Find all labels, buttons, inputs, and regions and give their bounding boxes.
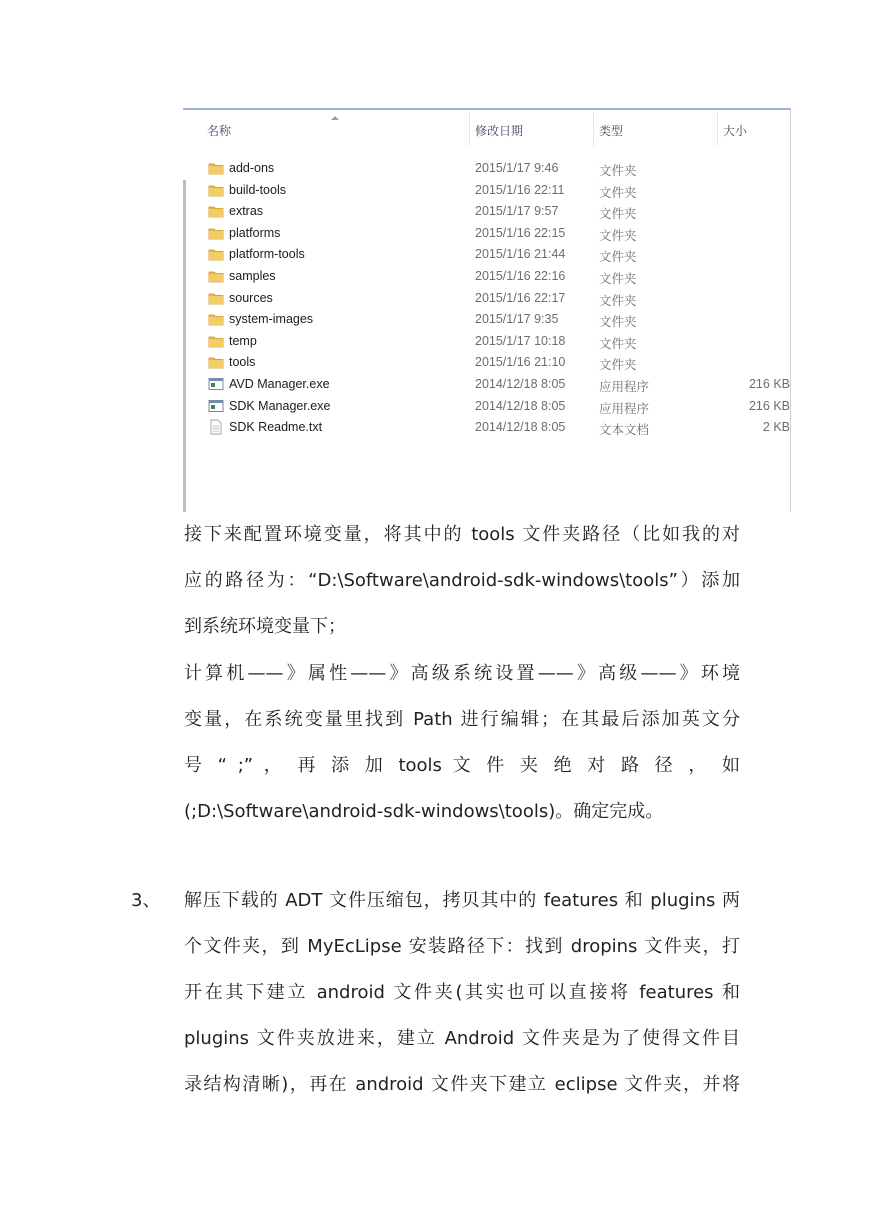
column-header-type[interactable]: 类型 — [599, 124, 624, 138]
file-modified-date: 2015/1/16 22:16 — [475, 269, 566, 283]
file-type: 文件夹 — [599, 164, 637, 178]
paragraph-line: 个文件夹，到 MyEcLipse 安装路径下：找到 dropins 文件夹，打 — [184, 936, 740, 957]
file-name: system-images — [229, 312, 314, 327]
file-row[interactable] — [183, 331, 790, 352]
file-modified-date: 2015/1/16 22:11 — [475, 182, 565, 197]
file-modified-date: 2015/1/17 10:18 — [475, 333, 566, 348]
sort-ascending-icon — [331, 116, 339, 120]
file-type: 应用程序 — [599, 380, 650, 394]
folder-icon — [208, 160, 224, 176]
file-modified-date: 2015/1/16 21:44 — [475, 247, 566, 262]
file-type: 文件夹 — [599, 315, 637, 330]
file-name: temp — [229, 333, 257, 348]
file-name: tools — [229, 355, 256, 370]
paragraph-line: 录结构清晰)，再在 android 文件夹下建立 eclipse 文件夹，并将 — [184, 1074, 740, 1095]
exe-icon — [208, 398, 224, 414]
file-type: 文件夹 — [599, 250, 637, 265]
folder-icon — [208, 311, 224, 327]
folder-icon — [208, 225, 224, 241]
column-divider[interactable] — [469, 112, 470, 146]
column-header-size[interactable]: 大小 — [723, 124, 748, 138]
file-row[interactable] — [183, 223, 790, 244]
file-size: 216 KB — [748, 377, 790, 391]
file-type: 文本文档 — [599, 423, 650, 438]
file-name: SDK Readme.txt — [229, 420, 323, 435]
file-name: add-ons — [229, 161, 275, 175]
file-type: 文件夹 — [599, 185, 637, 200]
file-row[interactable] — [183, 417, 790, 438]
file-modified-date: 2015/1/16 21:10 — [475, 355, 566, 370]
file-modified-date: 2015/1/17 9:57 — [475, 204, 559, 219]
folder-icon — [208, 246, 224, 262]
column-header-name[interactable]: 名称 — [207, 124, 232, 138]
file-row[interactable] — [183, 201, 790, 222]
file-row[interactable] — [183, 309, 790, 330]
file-size: 2 KB — [762, 420, 790, 435]
column-divider[interactable] — [717, 112, 718, 146]
paragraph-line: plugins 文件夹放进来，建立 Android 文件夹是为了使得文件目 — [184, 1028, 740, 1049]
file-type: 文件夹 — [599, 228, 637, 243]
explorer-column-header — [183, 110, 790, 150]
file-name: sources — [229, 290, 273, 305]
file-name: samples — [229, 269, 276, 283]
file-name: platforms — [229, 225, 281, 240]
file-size: 216 KB — [748, 398, 790, 413]
file-row[interactable] — [183, 352, 790, 373]
file-modified-date: 2015/1/16 22:15 — [475, 225, 566, 240]
file-modified-date: 2014/12/18 8:05 — [475, 398, 566, 413]
paragraph-line: 计算机——》属性——》高级系统设置——》高级——》环境 — [184, 663, 740, 684]
file-name: SDK Manager.exe — [229, 398, 331, 413]
file-row[interactable] — [183, 244, 790, 265]
file-modified-date: 2014/12/18 8:05 — [475, 420, 566, 435]
folder-icon — [208, 333, 224, 349]
file-type: 应用程序 — [599, 401, 650, 416]
file-modified-date: 2014/12/18 8:05 — [475, 377, 566, 391]
folder-icon — [208, 354, 224, 370]
column-divider[interactable] — [593, 112, 594, 146]
file-modified-date: 2015/1/17 9:35 — [475, 312, 559, 327]
file-type: 文件夹 — [599, 272, 637, 286]
file-name: build-tools — [229, 182, 286, 197]
file-row[interactable] — [183, 396, 790, 417]
paragraph-line: 到系统环境变量下； — [184, 616, 346, 637]
folder-icon — [208, 268, 224, 284]
paragraph-line: 接下来配置环境变量，将其中的 tools 文件夹路径（比如我的对 — [184, 524, 740, 545]
file-row[interactable] — [183, 288, 790, 309]
file-modified-date: 2015/1/17 9:46 — [475, 161, 559, 175]
file-explorer-screenshot — [183, 108, 791, 512]
exe-icon — [208, 376, 224, 392]
paragraph-line: 开在其下建立 android 文件夹(其实也可以直接将 features 和 — [184, 982, 740, 1003]
paragraph-line: 应的路径为：“D:\Software\android-sdk-windows\tools”）添加 — [184, 570, 740, 591]
paragraph-line: 解压下载的 ADT 文件压缩包，拷贝其中的 features 和 plugins 两 — [184, 890, 740, 911]
folder-icon — [208, 182, 224, 198]
file-name: AVD Manager.exe — [229, 377, 330, 391]
file-type: 文件夹 — [599, 358, 637, 373]
paragraph-line: 变量，在系统变量里找到 Path 进行编辑；在其最后添加英文分 — [184, 709, 740, 730]
file-modified-date: 2015/1/16 22:17 — [475, 290, 566, 305]
paragraph-line: 号 “ ;” ， 再 添 加 tools 文 件 夹 绝 对 路 径 ， 如 — [184, 755, 740, 776]
list-number: 3、 — [131, 890, 161, 911]
file-type: 文件夹 — [599, 293, 637, 308]
file-type: 文件夹 — [599, 336, 637, 351]
file-type: 文件夹 — [599, 207, 637, 222]
text-file-icon — [208, 419, 224, 435]
paragraph-line: (;D:\Software\android-sdk-windows\tools)。确定完成。 — [184, 801, 664, 822]
file-row[interactable] — [183, 374, 790, 395]
file-row[interactable] — [183, 180, 790, 201]
folder-icon — [208, 203, 224, 219]
file-name: extras — [229, 204, 264, 219]
folder-icon — [208, 290, 224, 306]
file-name: platform-tools — [229, 247, 305, 262]
file-row[interactable] — [183, 266, 790, 287]
file-row[interactable] — [183, 158, 790, 179]
column-header-date[interactable]: 修改日期 — [475, 124, 524, 138]
